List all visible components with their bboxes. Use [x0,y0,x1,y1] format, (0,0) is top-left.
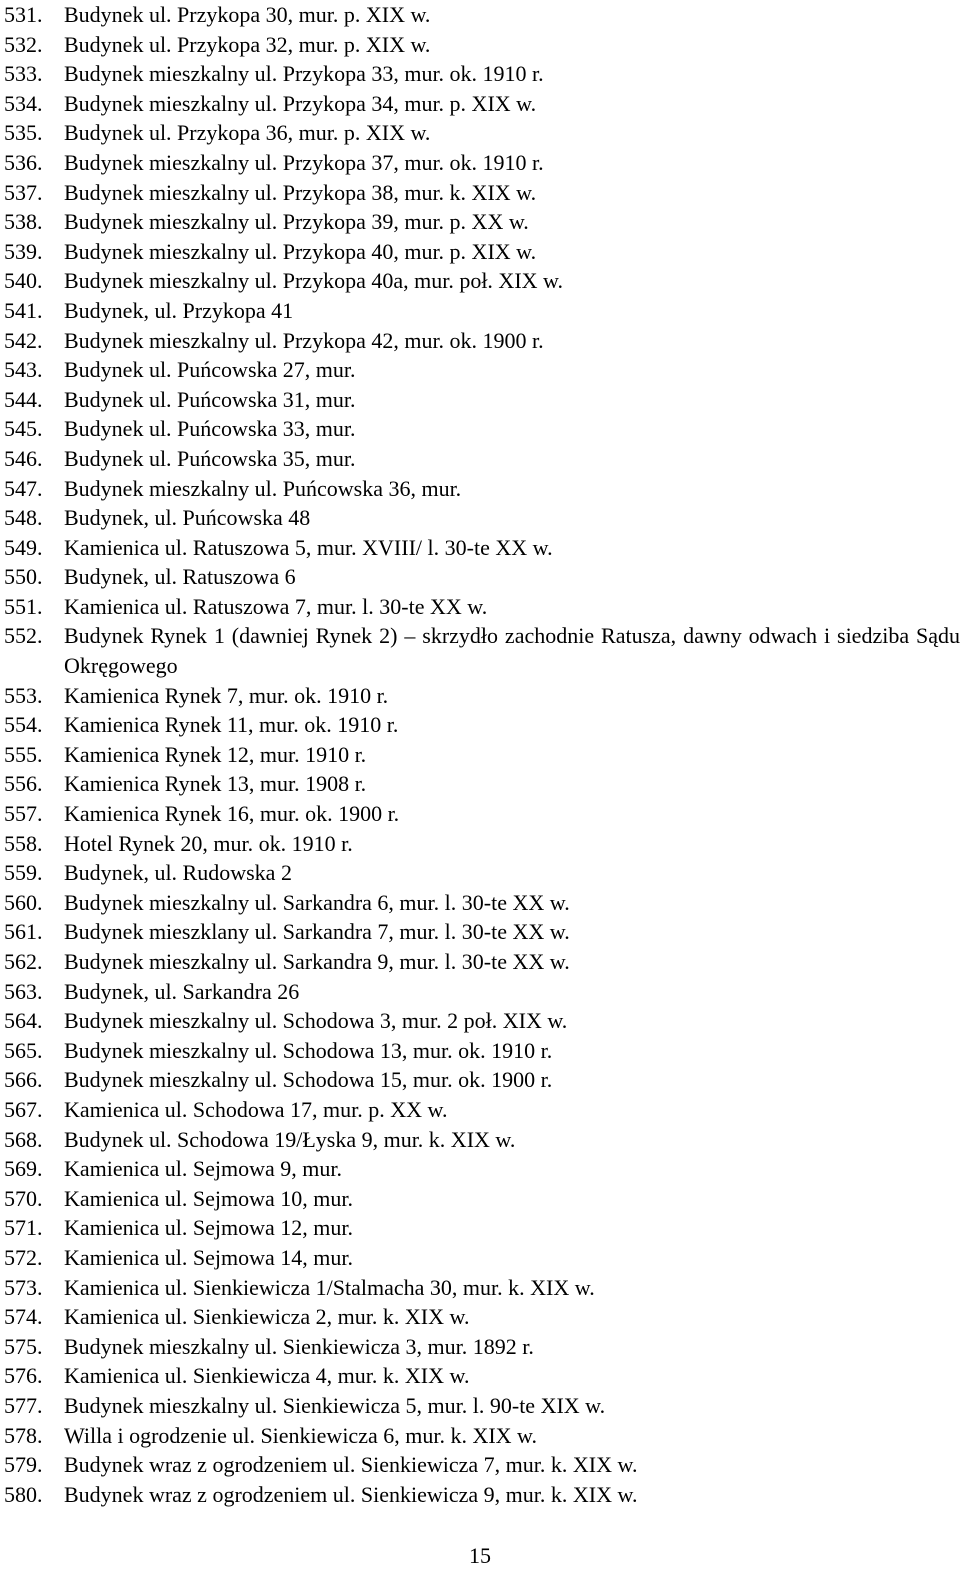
entry-text: Budynek mieszkalny ul. Przykopa 33, mur. ok. 1910 r. [64,61,544,87]
list-item [4,148,960,178]
entry-text: Budynek mieszkalny ul. Schodowa 3, mur. 2 poł. XIX w. [64,1008,568,1034]
entry-number: 532. [4,31,43,57]
entry-text: Budynek ul. Puńcowska 27, mur. [64,357,356,383]
list-item [4,917,960,947]
entry-number: 549. [4,534,43,560]
list-item [4,1213,960,1243]
list-item [4,355,960,385]
list-item [4,296,960,326]
entry-text: Budynek, ul. Rudowska 2 [64,860,292,886]
entry-text: Budynek, ul. Przykopa 41 [64,297,294,323]
list-item [4,1361,960,1391]
entry-text: Budynek mieszkalny ul. Sarkandra 6, mur. l. 30-te XX w. [64,889,570,915]
list-item [4,503,960,533]
entry-text: Budynek mieszklany ul. Sarkandra 7, mur. l. 30-te XX w. [64,919,570,945]
entry-text: Budynek ul. Schodowa 19/Łyska 9, mur. k. XIX w. [64,1126,516,1152]
entry-number: 545. [4,416,43,442]
entry-text: Budynek, ul. Puńcowska 48 [64,505,311,531]
monument-list [4,0,960,1509]
entry-number: 535. [4,120,43,146]
entry-number: 580. [4,1481,43,1507]
list-item [4,829,960,859]
entry-number: 551. [4,593,43,619]
entry-number: 541. [4,297,43,323]
entry-number: 540. [4,268,43,294]
list-item [4,0,960,30]
entry-text: Kamienica ul. Sienkiewicza 1/Stalmacha 30, mur. k. XIX w. [64,1274,595,1300]
entry-text: Kamienica Rynek 12, mur. 1910 r. [64,741,367,767]
list-item [4,1154,960,1184]
entry-number: 560. [4,889,43,915]
list-item [4,681,960,711]
list-item [4,326,960,356]
entry-number: 536. [4,149,43,175]
entry-number: 559. [4,860,43,886]
entry-text: Kamienica ul. Sienkiewicza 4, mur. k. XIX w. [64,1363,470,1389]
list-item [4,1243,960,1273]
list-item [4,178,960,208]
entry-text: Willa i ogrodzenie ul. Sienkiewicza 6, mur. k. XIX w. [64,1422,538,1448]
list-item [4,1036,960,1066]
entry-number: 553. [4,682,43,708]
entry-text: Kamienica ul. Schodowa 17, mur. p. XX w. [64,1096,448,1122]
entry-text: Kamienica ul. Ratuszowa 7, mur. l. 30-te XX w. [64,593,488,619]
entry-number: 562. [4,949,43,974]
list-item [4,385,960,415]
list-item [4,1184,960,1214]
entry-text: Budynek mieszkalny ul. Przykopa 37, mur. ok. 1910 r. [64,149,544,175]
entry-number: 568. [4,1126,43,1152]
entry-text: Kamienica ul. Ratuszowa 5, mur. XVIII/ l. 30-te XX w. [64,534,553,560]
entry-number: 534. [4,90,43,116]
entry-text: Kamienica Rynek 16, mur. ok. 1900 r. [64,801,400,827]
list-item [4,30,960,60]
entry-text: Kamienica ul. Sienkiewicza 2, mur. k. XIX w. [64,1304,470,1330]
list-item [4,799,960,829]
list-item [4,266,960,296]
entry-text: Budynek mieszkalny ul. Przykopa 38, mur. k. XIX w. [64,179,537,205]
list-item [4,414,960,444]
entry-number: 558. [4,830,43,856]
entry-number: 564. [4,1008,43,1034]
entry-text: Budynek Rynek 1 (dawniej Rynek 2) – skrzydło zachodnie Ratusza, dawny odwach i siedziba Sądu Okręgowego [64,623,960,679]
entry-text: Budynek ul. Puńcowska 31, mur. [64,386,356,412]
list-item [4,621,960,680]
entry-text: Budynek mieszkalny ul. Przykopa 42, mur. ok. 1900 r. [64,327,544,353]
list-item [4,59,960,89]
list-item [4,1006,960,1036]
list-item [4,740,960,770]
list-item [4,710,960,740]
entry-number: 571. [4,1215,43,1241]
entry-number: 548. [4,505,43,531]
entry-number: 554. [4,712,43,738]
list-item [4,1421,960,1451]
entry-text: Budynek mieszkalny ul. Przykopa 40a, mur. poł. XIX w. [64,268,563,294]
list-item [4,1450,960,1480]
entry-text: Budynek ul. Przykopa 30, mur. p. XIX w. [64,2,431,27]
entry-number: 538. [4,209,43,235]
entry-number: 547. [4,475,43,501]
entry-number: 542. [4,327,43,353]
list-item [4,1480,960,1510]
entry-number: 572. [4,1244,43,1270]
entry-number: 550. [4,564,43,590]
entry-number: 579. [4,1452,43,1478]
entry-number: 561. [4,919,43,945]
entry-text: Budynek mieszkalny ul. Sarkandra 9, mur. l. 30-te XX w. [64,949,570,974]
entry-text: Budynek mieszkalny ul. Przykopa 39, mur. p. XX w. [64,209,529,235]
list-item [4,888,960,918]
entry-number: 569. [4,1156,43,1182]
entry-text: Budynek wraz z ogrodzeniem ul. Sienkiewicza 9, mur. k. XIX w. [64,1481,638,1507]
entry-number: 578. [4,1422,43,1448]
list-item [4,474,960,504]
entry-text: Kamienica ul. Sejmowa 12, mur. [64,1215,353,1241]
list-item [4,858,960,888]
entry-number: 566. [4,1067,43,1093]
entry-number: 577. [4,1392,43,1418]
entry-number: 563. [4,978,43,1004]
entry-number: 555. [4,741,43,767]
entry-text: Budynek mieszkalny ul. Puńcowska 36, mur. [64,475,462,501]
entry-text: Budynek mieszkalny ul. Schodowa 13, mur. ok. 1910 r. [64,1037,553,1063]
entry-number: 539. [4,238,43,264]
list-item [4,533,960,563]
list-item [4,89,960,119]
entry-text: Budynek ul. Puńcowska 33, mur. [64,416,356,442]
entry-number: 533. [4,61,43,87]
entry-number: 573. [4,1274,43,1300]
entry-number: 574. [4,1304,43,1330]
entry-number: 565. [4,1037,43,1063]
entry-text: Budynek mieszkalny ul. Schodowa 15, mur. ok. 1900 r. [64,1067,553,1093]
list-item [4,444,960,474]
list-item [4,562,960,592]
list-item [4,237,960,267]
entry-text: Kamienica ul. Sejmowa 9, mur. [64,1156,342,1182]
entry-text: Budynek ul. Puńcowska 35, mur. [64,445,356,471]
entry-text: Budynek ul. Przykopa 36, mur. p. XIX w. [64,120,431,146]
entry-number: 543. [4,357,43,383]
entry-text: Kamienica Rynek 13, mur. 1908 r. [64,771,367,797]
entry-number: 557. [4,801,43,827]
list-item [4,977,960,1007]
entry-number: 575. [4,1333,43,1359]
entry-text: Kamienica Rynek 11, mur. ok. 1910 r. [64,712,399,738]
entry-text: Budynek mieszkalny ul. Przykopa 34, mur. p. XIX w. [64,90,537,116]
entry-text: Budynek mieszkalny ul. Sienkiewicza 3, mur. 1892 r. [64,1333,534,1359]
entry-text: Kamienica Rynek 7, mur. ok. 1910 r. [64,682,389,708]
list-item [4,1125,960,1155]
entry-number: 570. [4,1185,43,1211]
list-item [4,769,960,799]
entry-number: 552. [4,623,43,649]
entry-text: Budynek, ul. Sarkandra 26 [64,978,300,1004]
entry-number: 546. [4,445,43,471]
list-item [4,1273,960,1303]
list-item [4,1065,960,1095]
list-item [4,207,960,237]
list-item [4,1391,960,1421]
list-item [4,118,960,148]
entry-text: Budynek ul. Przykopa 32, mur. p. XIX w. [64,31,431,57]
list-item [4,1095,960,1125]
entry-number: 537. [4,179,43,205]
entry-number: 576. [4,1363,43,1389]
page-number: 15 [469,1543,491,1568]
entry-number: 567. [4,1096,43,1122]
entry-text: Kamienica ul. Sejmowa 10, mur. [64,1185,353,1211]
list-item [4,1332,960,1362]
entry-text: Budynek wraz z ogrodzeniem ul. Sienkiewicza 7, mur. k. XIX w. [64,1452,638,1478]
entry-number: 556. [4,771,43,797]
entry-text: Budynek mieszkalny ul. Sienkiewicza 5, mur. l. 90-te XIX w. [64,1392,606,1418]
entry-number: 531. [4,2,43,27]
list-item [4,592,960,622]
entry-number: 544. [4,386,43,412]
entry-text: Hotel Rynek 20, mur. ok. 1910 r. [64,830,353,856]
list-item [4,1302,960,1332]
entry-text: Budynek mieszkalny ul. Przykopa 40, mur. p. XIX w. [64,238,537,264]
entry-text: Budynek, ul. Ratuszowa 6 [64,564,296,590]
entry-text: Kamienica ul. Sejmowa 14, mur. [64,1244,353,1270]
list-item [4,947,960,977]
